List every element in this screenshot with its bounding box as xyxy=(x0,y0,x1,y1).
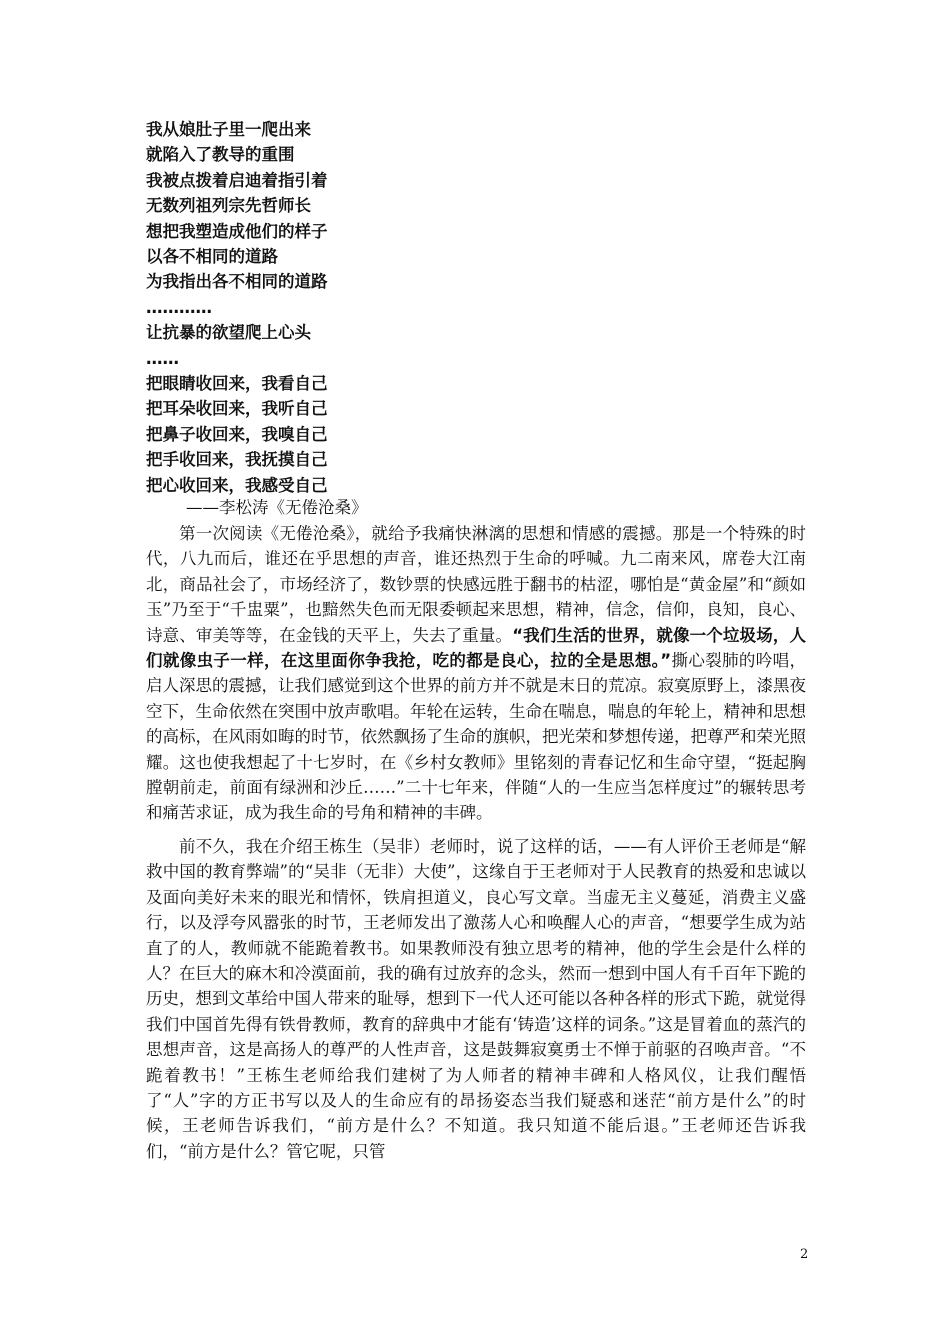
poem-line: 把鼻子收回来，我嗅自己 xyxy=(146,424,328,444)
poem-line: 把手收回来，我抚摸自己 xyxy=(146,450,328,470)
poem-line: 把眼睛收回来，我看自己 xyxy=(146,374,328,394)
poem-line: 想把我塑造成他们的样子 xyxy=(146,221,328,241)
bold-quotation: “我们生活的世界，就像一个垃圾场，人们就像虫子一样，在这里面你争我抢，吃的都是良心，拉的全是思想。” xyxy=(146,625,806,671)
paragraph-1-text-a: 第一次阅读《无倦沧桑》，就给予我痛快淋漓的思想和情感的震撼。那是一个特殊的时代，八九而后，谁还在乎思想的声音，谁还热烈于生命的呼喊。九二南来风，席卷大江南北，商品社会了，市场经济了，数钞票的快感远胜于翻书的枯涩，哪怕是“黄金屋”和“颜如玉”乃至于“千盅粟”，也黯然失色而无限委顿起来思想，精神，信念，信仰，良知，良心、诗意、审美等等，在金钱的天平上，失去了重量。 xyxy=(146,524,806,645)
page-number: 2 xyxy=(800,1247,809,1262)
poem-line: …… xyxy=(146,348,179,368)
poem-line: 为我指出各不相同的道路 xyxy=(146,272,328,292)
poem-line: 无数列祖列宗先哲师长 xyxy=(146,196,311,216)
poem-line: 我被点拨着启迪着指引着 xyxy=(146,170,328,190)
poem-line: ………… xyxy=(146,297,212,317)
poem-line: 把耳朵收回来，我听自己 xyxy=(146,399,328,419)
poem-attribution: ——李松涛《无倦沧桑》 xyxy=(186,498,368,517)
poem-line: 我从娘肚子里一爬出来 xyxy=(146,120,311,139)
paragraph-2: 前不久，我在介绍王栋生（吴非）老师时，说了这样的话，——有人评价王老师是“解救中国的教育弊端”的“吴非（无非）大使”，这缘自于王老师对于人民教育的热爱和忠诚以及面向美好未来的眼光和情怀，铁肩担道义，良心写文章。当虚无主义蔓延，消费主义盛行，以及浮夸风嚣张的时节，王老师发出了激荡人心和唤醒人心的声音，“想要学生成为站直了的人，教师就不能跪着教书。如果教师没有独立思考的精神，他的学生会是什么样的人？在巨大的麻木和冷漠面前，我的确有过放弃的念头，然而一想到中国人有千百年下跪的历史，想到文革给中国人带来的耻辱，想到下一代人还可能以各种各样的形式下跪，就觉得我们中国首先得有铁骨教师，教育的辞典中才能有‘铸造’这样的词条。”这是冒着血的蒸汽的思想声音，这是高扬人的尊严的人性声音，这是鼓舞寂寞勇士不惮于前驱的召唤声音。“不跪着教书！”王栋生老师给我们建树了为人师者的精神丰碑和人格风仪，让我们醒悟了“人”字的方正书写以及人的生命应有的昂扬姿态当我们疑惑和迷茫“前方是什么”的时候，王老师告诉我们，“前方是什么？不知道。我只知道不能后退。”王老师还告诉我们，“前方是什么？管它呢，只管 xyxy=(146,836,806,1161)
paragraph-1-text-b: 撕心裂肺的吟唱，启人深思的震撼，让我们感觉到这个世界的前方并不就是末日的荒凉。寂寞原野上，漆黑夜空下，生命依然在突围中放声歌唱。年轮在运转，生命在喘息，喘息的年轮上，精神和思想的高标，在风雨如晦的时节，依然飘扬了生命的旗帜，把光荣和梦想传递，把尊严和荣光照耀。这也使我想起了十七岁时，在《乡村女教师》里铭刻的青春记忆和生命守望，“挺起胸膛朝前走，前面有绿洲和沙丘……”二十七年来，伴随“人的一生应当怎样度过”的辗转思考和痛苦求证，成为我生命的号角和精神的丰碑。 xyxy=(146,651,806,823)
body-text xyxy=(146,521,806,1164)
poem-block xyxy=(146,117,806,498)
poem-line: 就陷入了教导的重围 xyxy=(146,145,295,165)
poem-line: 把心收回来，我感受自己 xyxy=(146,475,328,495)
paragraph-1 xyxy=(146,521,806,826)
poem-line: 以各不相同的道路 xyxy=(146,247,278,267)
poem-line: 让抗暴的欲望爬上心头 xyxy=(146,323,311,343)
